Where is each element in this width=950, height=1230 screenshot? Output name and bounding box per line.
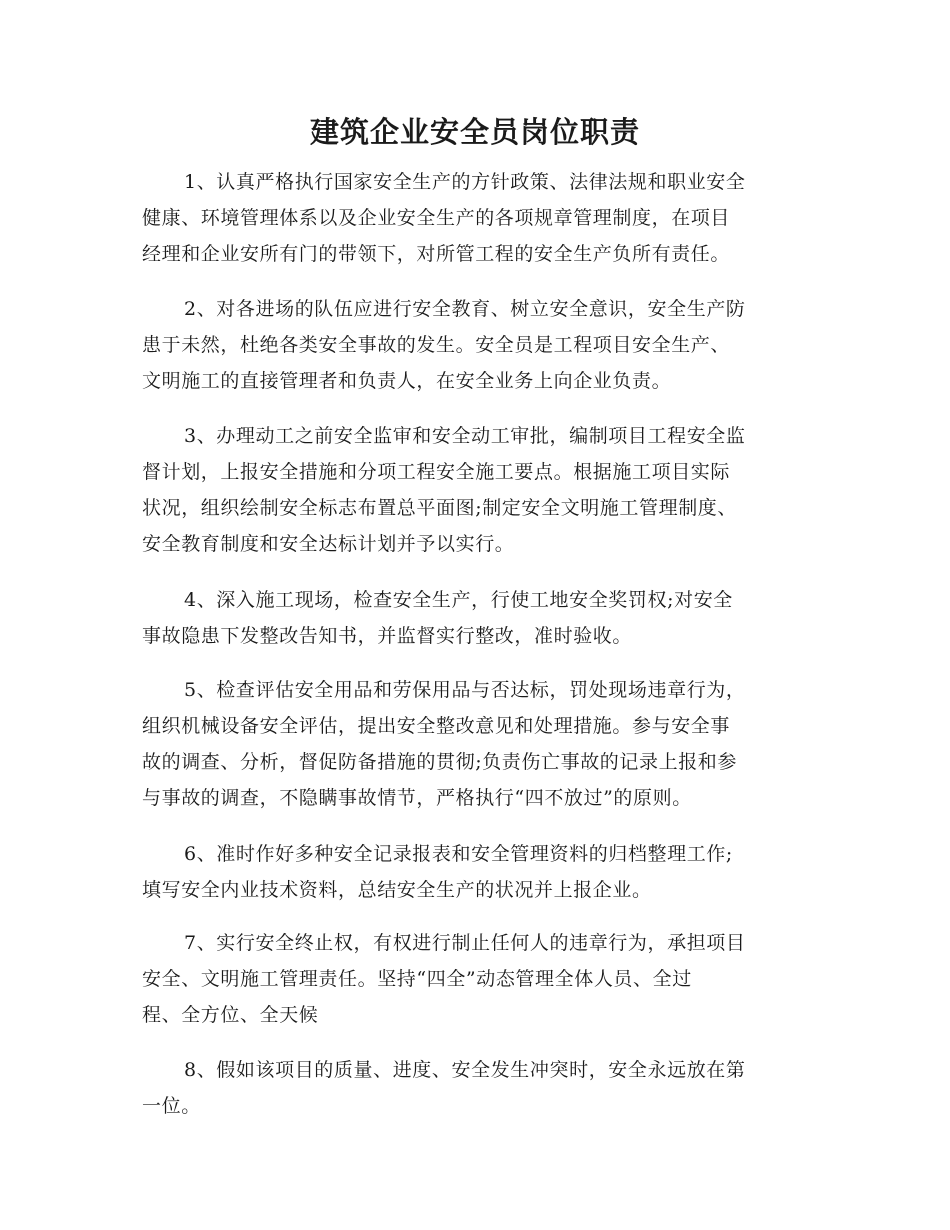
paragraph-line: 安全教育制度和安全达标计划并予以实行。 xyxy=(142,533,515,555)
paragraph-line: 6、准时作好多种安全记录报表和安全管理资料的归档整理工作; xyxy=(184,843,733,865)
paragraph-2 xyxy=(142,291,807,399)
paragraph-line: 一位。 xyxy=(142,1095,201,1117)
paragraph-6 xyxy=(142,836,807,908)
paragraph-line: 与事故的调查，不隐瞒事故情节，严格执行“四不放过”的原则。 xyxy=(142,787,692,809)
paragraph-1 xyxy=(142,164,807,272)
paragraph-line: 督计划，上报安全措施和分项工程安全施工要点。根据施工项目实际 xyxy=(142,461,731,483)
paragraph-line: 经理和企业安所有门的带领下，对所管工程的安全生产负所有责任。 xyxy=(142,243,731,265)
paragraph-line: 健康、环境管理体系以及企业安全生产的各项规章管理制度，在项目 xyxy=(142,207,731,229)
paragraph-line: 3、办理动工之前安全监审和安全动工审批，编制项目工程安全监 xyxy=(184,425,746,447)
paragraph-line: 组织机械设备安全评估，提出安全整改意见和处理措施。参与安全事 xyxy=(142,715,731,737)
paragraph-line: 4、深入施工现场，检查安全生产，行使工地安全奖罚权;对安全 xyxy=(184,589,733,611)
paragraph-line: 状况，组织绘制安全标志布置总平面图;制定安全文明施工管理制度、 xyxy=(142,497,738,519)
paragraph-line: 文明施工的直接管理者和负责人，在安全业务上向企业负责。 xyxy=(142,370,672,392)
paragraph-line: 故的调查、分析，督促防备措施的贯彻;负责伤亡事故的记录上报和参 xyxy=(142,751,738,773)
paragraph-line: 事故隐患下发整改告知书，并监督实行整改，准时验收。 xyxy=(142,625,633,647)
paragraph-line: 填写安全内业技术资料，总结安全生产的状况并上报企业。 xyxy=(142,879,652,901)
paragraph-4 xyxy=(142,582,807,654)
paragraph-7 xyxy=(142,925,807,1033)
paragraph-line: 1、认真严格执行国家安全生产的方针政策、法律法规和职业安全 xyxy=(184,171,746,193)
paragraph-3 xyxy=(142,418,807,562)
paragraph-line: 7、实行安全终止权，有权进行制止任何人的违章行为，承担项目 xyxy=(184,932,746,954)
paragraph-5 xyxy=(142,672,807,816)
paragraph-line: 程、全方位、全天候 xyxy=(142,1004,319,1026)
paragraph-line: 8、假如该项目的质量、进度、安全发生冲突时，安全永远放在第 xyxy=(184,1059,746,1081)
paragraph-line: 5、检查评估安全用品和劳保用品与否达标，罚处现场违章行为， xyxy=(184,679,746,701)
paragraph-8 xyxy=(142,1052,807,1124)
paragraph-line: 患于未然，杜绝各类安全事故的发生。安全员是工程项目安全生产、 xyxy=(142,334,731,356)
document-title: 建筑企业安全员岗位职责 xyxy=(309,115,640,149)
paragraph-line: 安全、文明施工管理责任。坚持“四全”动态管理全体人员、全过 xyxy=(142,968,692,990)
paragraph-line: 2、对各进场的队伍应进行安全教育、树立安全意识，安全生产防 xyxy=(184,298,746,320)
